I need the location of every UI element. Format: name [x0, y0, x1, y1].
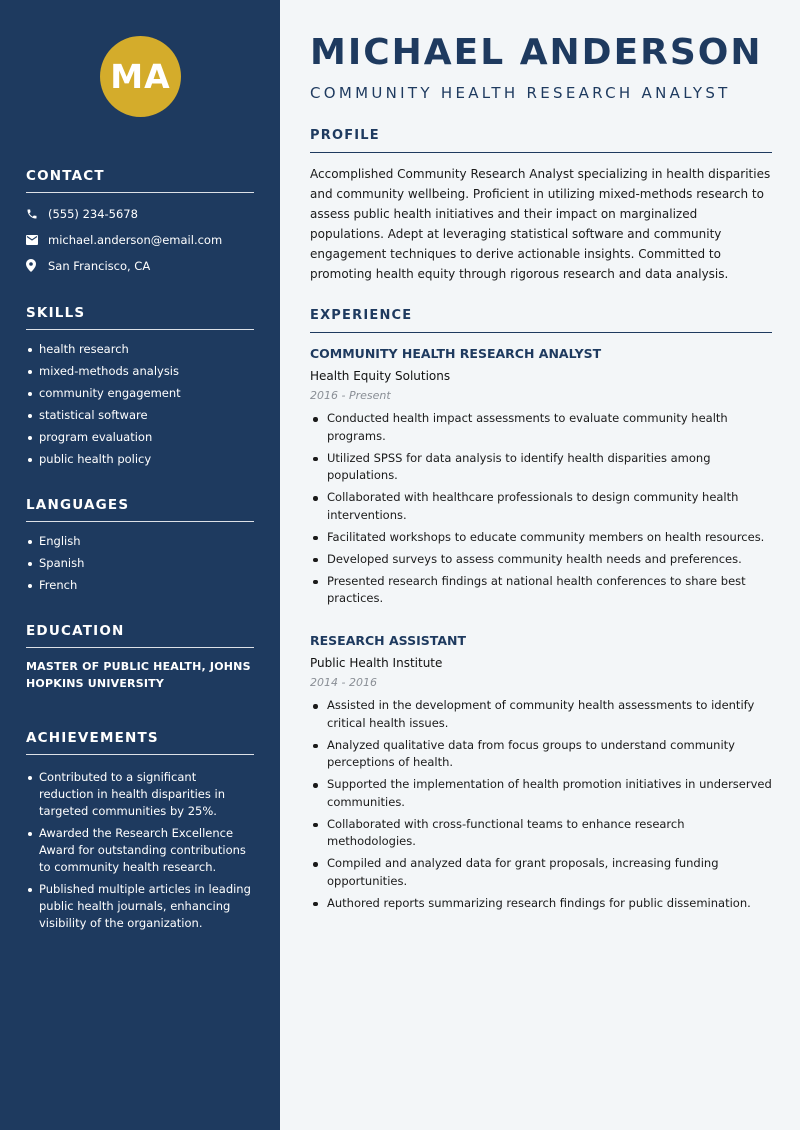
phone-icon — [26, 207, 48, 221]
location-text: San Francisco, CA — [48, 258, 151, 273]
email-icon — [26, 233, 48, 247]
candidate-role: COMMUNITY HEALTH RESEARCH ANALYST — [310, 84, 731, 102]
contact-heading: CONTACT — [26, 168, 254, 193]
contact-email — [26, 231, 254, 248]
achievements-section — [26, 730, 254, 932]
job-bullet: Conducted health impact assessments to evaluate community health programs. — [310, 410, 772, 445]
skill-item: statistical software — [26, 407, 254, 424]
contact-section — [26, 168, 254, 274]
phone-text: (555) 234-5678 — [48, 206, 138, 221]
skill-item: program evaluation — [26, 429, 254, 446]
skill-item: community engagement — [26, 385, 254, 402]
profile-heading: PROFILE — [310, 128, 772, 153]
skill-item: mixed-methods analysis — [26, 363, 254, 380]
skills-heading: SKILLS — [26, 305, 254, 330]
job-bullet: Utilized SPSS for data analysis to identify health disparities among populations. — [310, 450, 772, 485]
job-bullet: Assisted in the development of community health assessments to identify critical health issues. — [310, 697, 772, 732]
candidate-name: MICHAEL ANDERSON — [310, 32, 763, 73]
job-bullet: Supported the implementation of health promotion initiatives in underserved communities. — [310, 776, 772, 811]
achievement-item: Published multiple articles in leading public health journals, enhancing visibility of the organization. — [26, 881, 254, 932]
education-degree: MASTER OF PUBLIC HEALTH, JOHNS HOPKINS UNIVERSITY — [26, 660, 251, 690]
avatar — [100, 36, 181, 117]
languages-list — [26, 533, 254, 594]
skills-section — [26, 305, 254, 468]
job-bullet: Presented research findings at national health conferences to share best practices. — [310, 573, 772, 608]
achievement-item: Awarded the Research Excellence Award for outstanding contributions to community health research. — [26, 825, 254, 876]
job-bullets — [310, 697, 772, 912]
education-heading: EDUCATION — [26, 623, 254, 648]
job-dates: 2014 - 2016 — [310, 676, 377, 689]
email-text: michael.anderson@email.com — [48, 232, 223, 247]
sidebar — [0, 0, 280, 1130]
achievements-heading: ACHIEVEMENTS — [26, 730, 254, 755]
contact-location — [26, 257, 254, 274]
job-bullet: Analyzed qualitative data from focus groups to understand community perceptions of health. — [310, 737, 772, 772]
achievements-list — [26, 769, 254, 932]
skill-item: health research — [26, 341, 254, 358]
job-bullet: Developed surveys to assess community health needs and preferences. — [310, 551, 772, 569]
language-item: Spanish — [26, 555, 254, 572]
achievement-item: Contributed to a significant reduction in health disparities in targeted communities by 25%. — [26, 769, 254, 820]
education-section — [26, 623, 254, 692]
job-bullet: Collaborated with healthcare professionals to design community health interventions. — [310, 489, 772, 524]
contact-phone — [26, 205, 254, 222]
job-bullet: Collaborated with cross-functional teams to enhance research methodologies. — [310, 816, 772, 851]
location-pin-icon — [26, 259, 48, 273]
job-bullet: Authored reports summarizing research findings for public dissemination. — [310, 895, 772, 913]
job-dates: 2016 - Present — [310, 389, 391, 402]
profile-text: Accomplished Community Research Analyst specializing in health disparities and community wellbeing. Proficient in utilizing mixed-methods research to assess public health initiatives and their impact on marginalized populations. Adept at leveraging statistical software and community engagement techniques to derive actionable insights. Committed to promoting health equity through rigorous research and data analysis. — [310, 167, 771, 281]
languages-section — [26, 497, 254, 594]
job-bullet: Facilitated workshops to educate community members on health resources. — [310, 529, 772, 547]
job-entry — [310, 345, 772, 612]
skill-item: public health policy — [26, 451, 254, 468]
language-item: English — [26, 533, 254, 550]
languages-heading: LANGUAGES — [26, 497, 254, 522]
skills-list — [26, 341, 254, 468]
experience-heading: EXPERIENCE — [310, 308, 772, 333]
job-entry — [310, 632, 772, 917]
job-bullet: Compiled and analyzed data for grant proposals, increasing funding opportunities. — [310, 855, 772, 890]
job-company: Public Health Institute — [310, 656, 443, 670]
job-title: COMMUNITY HEALTH RESEARCH ANALYST — [310, 346, 602, 361]
avatar-initials: MA — [110, 57, 171, 96]
language-item: French — [26, 577, 254, 594]
job-bullets — [310, 410, 772, 608]
job-company: Health Equity Solutions — [310, 369, 451, 383]
job-title: RESEARCH ASSISTANT — [310, 633, 466, 648]
